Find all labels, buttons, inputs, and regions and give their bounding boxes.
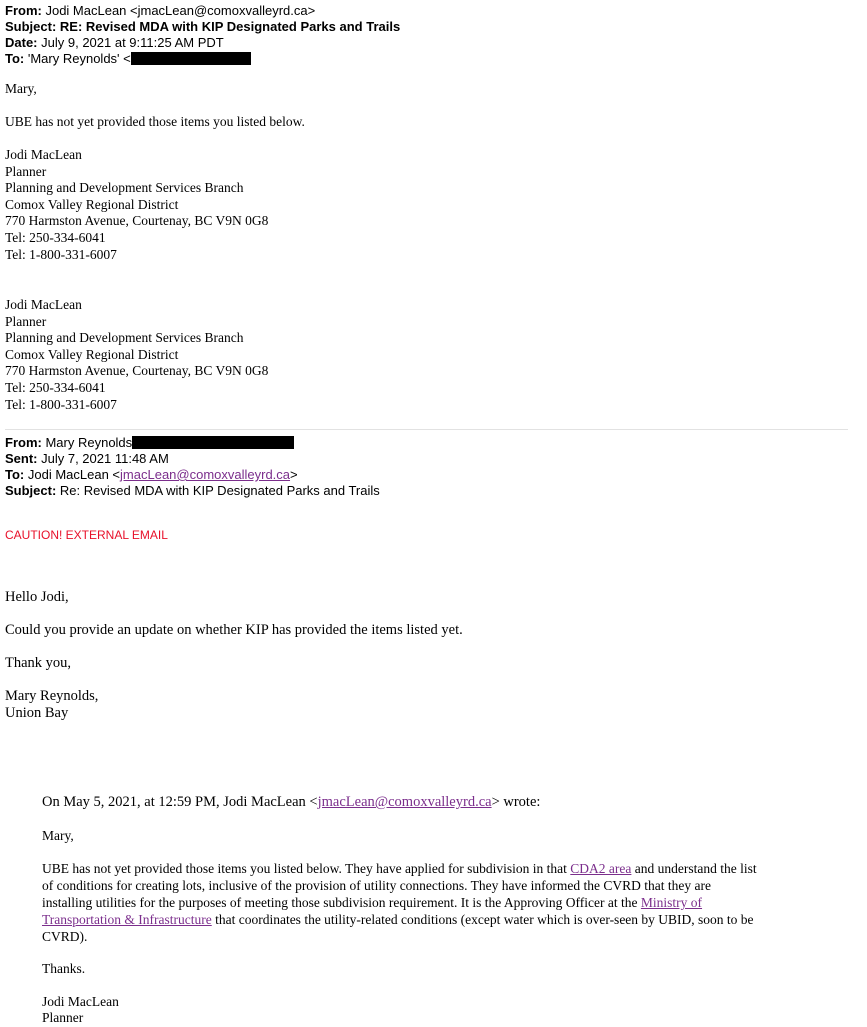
quoted-body-line-1 — [42, 861, 757, 878]
header2-to — [5, 467, 298, 483]
signature-branch: Planning and Development Services Branch — [5, 330, 244, 346]
reply-greeting: Mary, — [5, 81, 37, 96]
quoted-sign-title: Planner — [42, 1010, 84, 1025]
to-value-suffix: > — [290, 467, 298, 482]
text-run: and understand the list — [631, 861, 757, 876]
signature-address: 770 Harmston Avenue, Courtenay, BC V9N 0G8 — [5, 213, 269, 229]
signature-tel-2: Tel: 1-800-331-6007 — [5, 246, 117, 262]
quoted-sign-name: Jodi MacLean — [42, 994, 119, 1009]
sent-value: July 7, 2021 11:48 AM — [41, 451, 169, 466]
quoted-intro-prefix: On May 5, 2021, at 12:59 PM, Jodi MacLean < — [42, 794, 318, 810]
redaction-bar — [132, 436, 294, 449]
cda2-area-link[interactable]: CDA2 area — [570, 861, 632, 876]
date-label: Date: — [5, 35, 38, 50]
header2-from — [5, 435, 294, 451]
message-sign-name: Mary Reynolds, — [5, 688, 99, 704]
to-label: To: — [5, 51, 25, 66]
quoted-intro-suffix: > wrote: — [491, 794, 541, 810]
sent-label: Sent: — [5, 451, 38, 466]
quoted-body-line-4 — [42, 912, 754, 929]
signature-tel-2: Tel: 1-800-331-6007 — [5, 396, 117, 412]
subject-label: Subject: — [5, 19, 57, 34]
from-label: From: — [5, 3, 42, 18]
subject-value: RE: Revised MDA with KIP Designated Parks and Trails — [59, 19, 401, 34]
message-sign-place: Union Bay — [5, 705, 69, 721]
message-thanks: Thank you, — [5, 655, 72, 671]
text-run: installing utilities for the purposes of meeting those subdivision requirement. It is the Approving Officer at the — [42, 895, 641, 910]
quoted-body-line-5: CVRD). — [42, 929, 88, 944]
signature-org: Comox Valley Regional District — [5, 196, 179, 212]
signature-tel-1: Tel: 250-334-6041 — [5, 229, 106, 245]
header2-sent — [5, 451, 169, 467]
email-link[interactable]: jmacLean@comoxvalleyrd.ca — [317, 794, 492, 810]
email-link[interactable]: jmacLean@comoxvalleyrd.ca — [120, 467, 291, 482]
text-run: that coordinates the utility-related conditions (except water which is over-seen by UBID, soon to be — [211, 912, 754, 927]
signature-title: Planner — [5, 313, 47, 329]
header-to — [5, 51, 251, 67]
signature-title: Planner — [5, 163, 47, 179]
subject-value: Re: Revised MDA with KIP Designated Parks and Trails — [59, 483, 380, 498]
from-value: Jodi MacLean <jmacLean@comoxvalleyrd.ca> — [45, 3, 316, 18]
reply-body: UBE has not yet provided those items you listed below. — [5, 114, 305, 129]
subject-label: Subject: — [5, 483, 57, 498]
header-from — [5, 3, 315, 19]
quoted-body-line-2: of conditions for creating lots, inclusive of the provision of utility connections. They have informed the CVRD that they are — [42, 878, 711, 893]
signature-address: 770 Harmston Avenue, Courtenay, BC V9N 0G8 — [5, 363, 269, 379]
redaction-bar — [131, 52, 251, 65]
header2-subject — [5, 483, 380, 499]
ministry-link-part-2[interactable]: Transportation & Infrastructure — [42, 912, 212, 927]
quoted-thanks: Thanks. — [42, 961, 86, 976]
caution-banner: CAUTION! EXTERNAL EMAIL — [5, 528, 168, 542]
message-greeting: Hello Jodi, — [5, 589, 69, 605]
signature-block-1 — [5, 147, 268, 263]
quoted-greeting: Mary, — [42, 828, 74, 843]
quoted-intro — [42, 794, 540, 811]
to-label: To: — [5, 467, 25, 482]
quoted-body-line-3 — [42, 895, 702, 912]
date-value: July 9, 2021 at 9:11:25 AM PDT — [41, 35, 224, 50]
header-date — [5, 35, 224, 51]
to-value-prefix: Jodi MacLean < — [27, 467, 121, 482]
divider — [5, 429, 848, 430]
from-label: From: — [5, 435, 42, 450]
signature-name: Jodi MacLean — [5, 147, 82, 162]
header-subject — [5, 19, 400, 35]
signature-block-2 — [5, 297, 268, 413]
ministry-link-part-1[interactable]: Ministry of — [640, 895, 703, 910]
signature-branch: Planning and Development Services Branch — [5, 180, 244, 196]
signature-name: Jodi MacLean — [5, 297, 82, 312]
message-body: Could you provide an update on whether KIP has provided the items listed yet. — [5, 622, 463, 638]
signature-tel-1: Tel: 250-334-6041 — [5, 379, 106, 395]
to-value: 'Mary Reynolds' < — [27, 51, 131, 66]
text-run: UBE has not yet provided those items you listed below. They have applied for subdivision in that — [42, 861, 571, 876]
from-value: Mary Reynolds — [45, 435, 133, 450]
signature-org: Comox Valley Regional District — [5, 346, 179, 362]
